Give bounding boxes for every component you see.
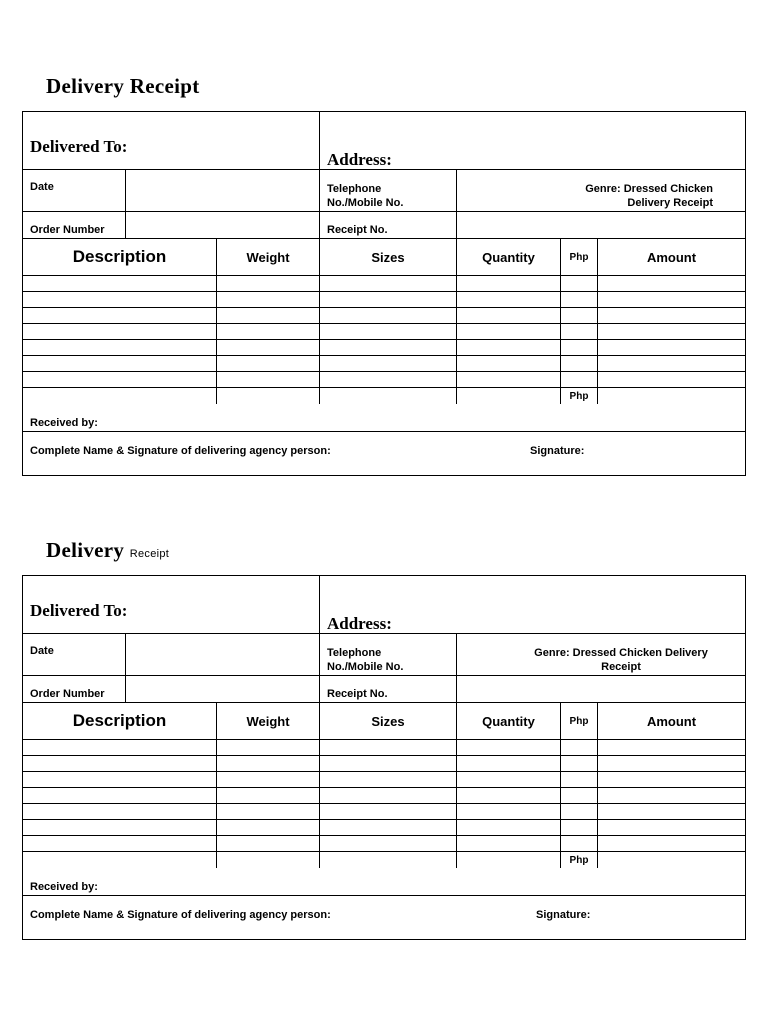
description-cell[interactable]	[23, 356, 217, 371]
description-cell[interactable]	[23, 740, 217, 755]
quantity-cell[interactable]	[457, 740, 561, 755]
weight-cell[interactable]	[217, 804, 320, 819]
table-row[interactable]	[23, 804, 745, 820]
quantity-cell[interactable]	[457, 340, 561, 355]
telephone-label-line-1: Telephone	[327, 647, 382, 659]
receipt-1-date-row	[23, 170, 745, 212]
receipt-2-title	[46, 538, 169, 563]
sizes-cell[interactable]	[320, 276, 457, 291]
order-number-value-cell[interactable]	[126, 676, 320, 702]
signature-cell[interactable]	[23, 432, 745, 460]
order-number-value-cell[interactable]	[126, 212, 320, 238]
received-by-label: Received by:	[30, 417, 98, 429]
signature-row[interactable]	[23, 896, 745, 924]
table-row[interactable]	[23, 836, 745, 852]
weight-cell[interactable]	[217, 820, 320, 835]
complete-name-label: Complete Name & Signature of delivering agency person:	[30, 445, 331, 457]
amount-cell[interactable]	[598, 340, 745, 355]
receipt-1-column-headers	[23, 239, 745, 276]
amount-cell[interactable]	[598, 372, 745, 387]
genre-line-1: Genre: Dressed Chicken Delivery	[534, 647, 708, 659]
sizes-cell[interactable]	[320, 740, 457, 755]
received-by-label: Received by:	[30, 881, 98, 893]
sizes-cell[interactable]	[320, 836, 457, 851]
received-by-row[interactable]	[23, 868, 745, 896]
col-weight-header: Weight	[217, 239, 320, 275]
table-row[interactable]	[23, 788, 745, 804]
delivered-to-cell[interactable]	[23, 576, 320, 633]
received-by-cell[interactable]	[23, 404, 745, 431]
php-cell[interactable]	[561, 820, 598, 835]
table-row[interactable]	[23, 340, 745, 356]
weight-cell[interactable]	[217, 308, 320, 323]
php-cell[interactable]	[561, 372, 598, 387]
genre-text	[457, 646, 745, 674]
signature-cell[interactable]	[23, 896, 745, 924]
php-cell[interactable]	[561, 756, 598, 771]
php-cell[interactable]	[561, 788, 598, 803]
amount-cell[interactable]	[598, 292, 745, 307]
order-number-label-cell	[23, 212, 126, 238]
telephone-label	[327, 182, 403, 210]
date-label: Date	[30, 645, 54, 657]
amount-cell[interactable]	[598, 276, 745, 291]
sizes-cell[interactable]	[320, 756, 457, 771]
amount-cell[interactable]	[598, 820, 745, 835]
php-cell[interactable]	[561, 836, 598, 851]
table-row[interactable]	[23, 852, 745, 868]
order-number-label-cell	[23, 676, 126, 702]
amount-cell[interactable]	[598, 836, 745, 851]
receipt-2-item-rows	[23, 740, 745, 868]
col-quantity-header: Quantity	[457, 703, 561, 739]
date-value-cell[interactable]	[126, 170, 320, 211]
address-label: Address:	[327, 150, 392, 169]
delivered-to-label: Delivered To:	[30, 601, 128, 620]
weight-cell[interactable]	[217, 836, 320, 851]
col-description-header: Description	[23, 239, 217, 275]
description-cell[interactable]	[23, 292, 217, 307]
receipt-1-title	[46, 74, 199, 99]
date-label: Date	[30, 181, 54, 193]
genre-cell[interactable]	[457, 634, 745, 675]
signature-label: Signature:	[530, 445, 585, 457]
sizes-cell[interactable]	[320, 788, 457, 803]
table-row[interactable]	[23, 820, 745, 836]
col-amount-header: Amount	[646, 249, 697, 265]
sizes-cell[interactable]	[320, 852, 457, 868]
description-cell[interactable]	[23, 372, 217, 387]
amount-cell[interactable]	[598, 308, 745, 323]
sizes-cell[interactable]	[320, 388, 457, 404]
amount-cell[interactable]	[598, 356, 745, 371]
col-php-header: Php	[561, 703, 598, 739]
col-sizes-header: Sizes	[320, 239, 457, 275]
table-row[interactable]	[23, 308, 745, 324]
col-amount-header: Amount	[646, 713, 697, 729]
signature-label: Signature:	[536, 909, 591, 921]
weight-cell[interactable]	[217, 356, 320, 371]
php-cell[interactable]	[561, 324, 598, 339]
quantity-cell[interactable]	[457, 788, 561, 803]
table-row[interactable]	[23, 276, 745, 292]
receipt-1-title-main: Delivery Receipt	[46, 74, 200, 98]
total-php-label: Php	[561, 852, 598, 868]
weight-cell[interactable]	[217, 740, 320, 755]
col-php-header: Php	[561, 239, 598, 275]
receipt-2-form	[22, 575, 746, 940]
description-cell[interactable]	[23, 804, 217, 819]
php-cell[interactable]	[561, 340, 598, 355]
table-row[interactable]	[23, 388, 745, 404]
description-cell[interactable]	[23, 820, 217, 835]
col-description-header: Description	[23, 703, 217, 739]
telephone-label	[327, 646, 403, 674]
description-cell[interactable]	[23, 388, 217, 404]
total-amount-cell[interactable]	[598, 852, 745, 868]
table-row[interactable]	[23, 292, 745, 308]
receipt-no-label-cell	[320, 676, 457, 702]
weight-cell[interactable]	[217, 276, 320, 291]
quantity-cell[interactable]	[457, 852, 561, 868]
col-weight-header: Weight	[217, 703, 320, 739]
date-label-cell	[23, 634, 126, 675]
amount-cell[interactable]	[598, 324, 745, 339]
description-cell[interactable]	[23, 340, 217, 355]
php-cell[interactable]	[561, 804, 598, 819]
receipt-no-value-cell[interactable]	[457, 676, 745, 702]
signature-row[interactable]	[23, 432, 745, 460]
quantity-cell[interactable]	[457, 772, 561, 787]
table-row[interactable]	[23, 372, 745, 388]
weight-cell[interactable]	[217, 388, 320, 404]
receipt-1-item-rows	[23, 276, 745, 404]
delivered-to-label: Delivered To:	[30, 137, 128, 156]
sizes-cell[interactable]	[320, 324, 457, 339]
received-by-row[interactable]	[23, 404, 745, 432]
total-php-label: Php	[561, 388, 598, 404]
receipt-no-label: Receipt No.	[327, 688, 388, 700]
sizes-cell[interactable]	[320, 308, 457, 323]
genre-line-2: Receipt	[601, 661, 641, 673]
amount-cell[interactable]	[598, 756, 745, 771]
quantity-cell[interactable]	[457, 836, 561, 851]
php-cell[interactable]	[561, 740, 598, 755]
description-cell[interactable]	[23, 276, 217, 291]
description-cell[interactable]	[23, 308, 217, 323]
receipt-2-column-headers	[23, 703, 745, 740]
complete-name-label: Complete Name & Signature of delivering agency person:	[30, 909, 331, 921]
order-number-label: Order Number	[30, 224, 105, 236]
genre-text	[585, 182, 713, 210]
quantity-cell[interactable]	[457, 324, 561, 339]
quantity-cell[interactable]	[457, 804, 561, 819]
weight-cell[interactable]	[217, 756, 320, 771]
weight-cell[interactable]	[217, 372, 320, 387]
receipt-2-order-row	[23, 676, 745, 703]
weight-cell[interactable]	[217, 324, 320, 339]
receipt-no-value-cell[interactable]	[457, 212, 745, 238]
delivered-to-cell[interactable]	[23, 112, 320, 169]
sizes-cell[interactable]	[320, 372, 457, 387]
address-cell[interactable]	[320, 576, 745, 633]
address-label: Address:	[327, 614, 392, 633]
php-cell[interactable]	[561, 308, 598, 323]
address-cell[interactable]	[320, 112, 745, 169]
sizes-cell[interactable]	[320, 804, 457, 819]
receipt-1-order-row	[23, 212, 745, 239]
php-cell[interactable]	[561, 356, 598, 371]
receipt-1-form	[22, 111, 746, 476]
genre-line-2: Delivery Receipt	[627, 197, 713, 209]
received-by-cell[interactable]	[23, 868, 745, 895]
weight-cell[interactable]	[217, 788, 320, 803]
receipt-2-title-small: Receipt	[129, 548, 170, 560]
quantity-cell[interactable]	[457, 356, 561, 371]
amount-cell[interactable]	[598, 788, 745, 803]
weight-cell[interactable]	[217, 292, 320, 307]
receipt-1-header-row	[23, 112, 745, 170]
quantity-cell[interactable]	[457, 388, 561, 404]
receipt-no-label: Receipt No.	[327, 224, 388, 236]
table-row[interactable]	[23, 356, 745, 372]
description-cell[interactable]	[23, 836, 217, 851]
weight-cell[interactable]	[217, 852, 320, 868]
date-value-cell[interactable]	[126, 634, 320, 675]
col-quantity-header: Quantity	[457, 239, 561, 275]
php-cell[interactable]	[561, 276, 598, 291]
php-cell[interactable]	[561, 292, 598, 307]
php-cell[interactable]	[561, 772, 598, 787]
telephone-label-cell	[320, 634, 457, 675]
sizes-cell[interactable]	[320, 356, 457, 371]
receipt-2-title-main: Delivery	[46, 538, 125, 562]
description-cell[interactable]	[23, 324, 217, 339]
genre-line-1: Genre: Dressed Chicken	[585, 183, 713, 195]
amount-cell[interactable]	[598, 772, 745, 787]
table-row[interactable]	[23, 324, 745, 340]
quantity-cell[interactable]	[457, 292, 561, 307]
table-row[interactable]	[23, 756, 745, 772]
amount-cell[interactable]	[598, 740, 745, 755]
receipt-no-label-cell	[320, 212, 457, 238]
table-row[interactable]	[23, 772, 745, 788]
sizes-cell[interactable]	[320, 292, 457, 307]
description-cell[interactable]	[23, 852, 217, 868]
genre-cell[interactable]	[457, 170, 745, 211]
table-row[interactable]	[23, 740, 745, 756]
telephone-label-line-2: No./Mobile No.	[327, 661, 404, 673]
telephone-label-line-2: No./Mobile No.	[327, 197, 404, 209]
description-cell[interactable]	[23, 772, 217, 787]
description-cell[interactable]	[23, 788, 217, 803]
sizes-cell[interactable]	[320, 340, 457, 355]
sizes-cell[interactable]	[320, 820, 457, 835]
quantity-cell[interactable]	[457, 276, 561, 291]
receipt-2-date-row	[23, 634, 745, 676]
sizes-cell[interactable]	[320, 772, 457, 787]
weight-cell[interactable]	[217, 772, 320, 787]
receipt-2-header-row	[23, 576, 745, 634]
quantity-cell[interactable]	[457, 756, 561, 771]
quantity-cell[interactable]	[457, 308, 561, 323]
quantity-cell[interactable]	[457, 372, 561, 387]
order-number-label: Order Number	[30, 688, 105, 700]
date-label-cell	[23, 170, 126, 211]
amount-cell[interactable]	[598, 804, 745, 819]
telephone-label-line-1: Telephone	[327, 183, 382, 195]
telephone-label-cell	[320, 170, 457, 211]
col-sizes-header: Sizes	[320, 703, 457, 739]
total-amount-cell[interactable]	[598, 388, 745, 404]
weight-cell[interactable]	[217, 340, 320, 355]
quantity-cell[interactable]	[457, 820, 561, 835]
description-cell[interactable]	[23, 756, 217, 771]
